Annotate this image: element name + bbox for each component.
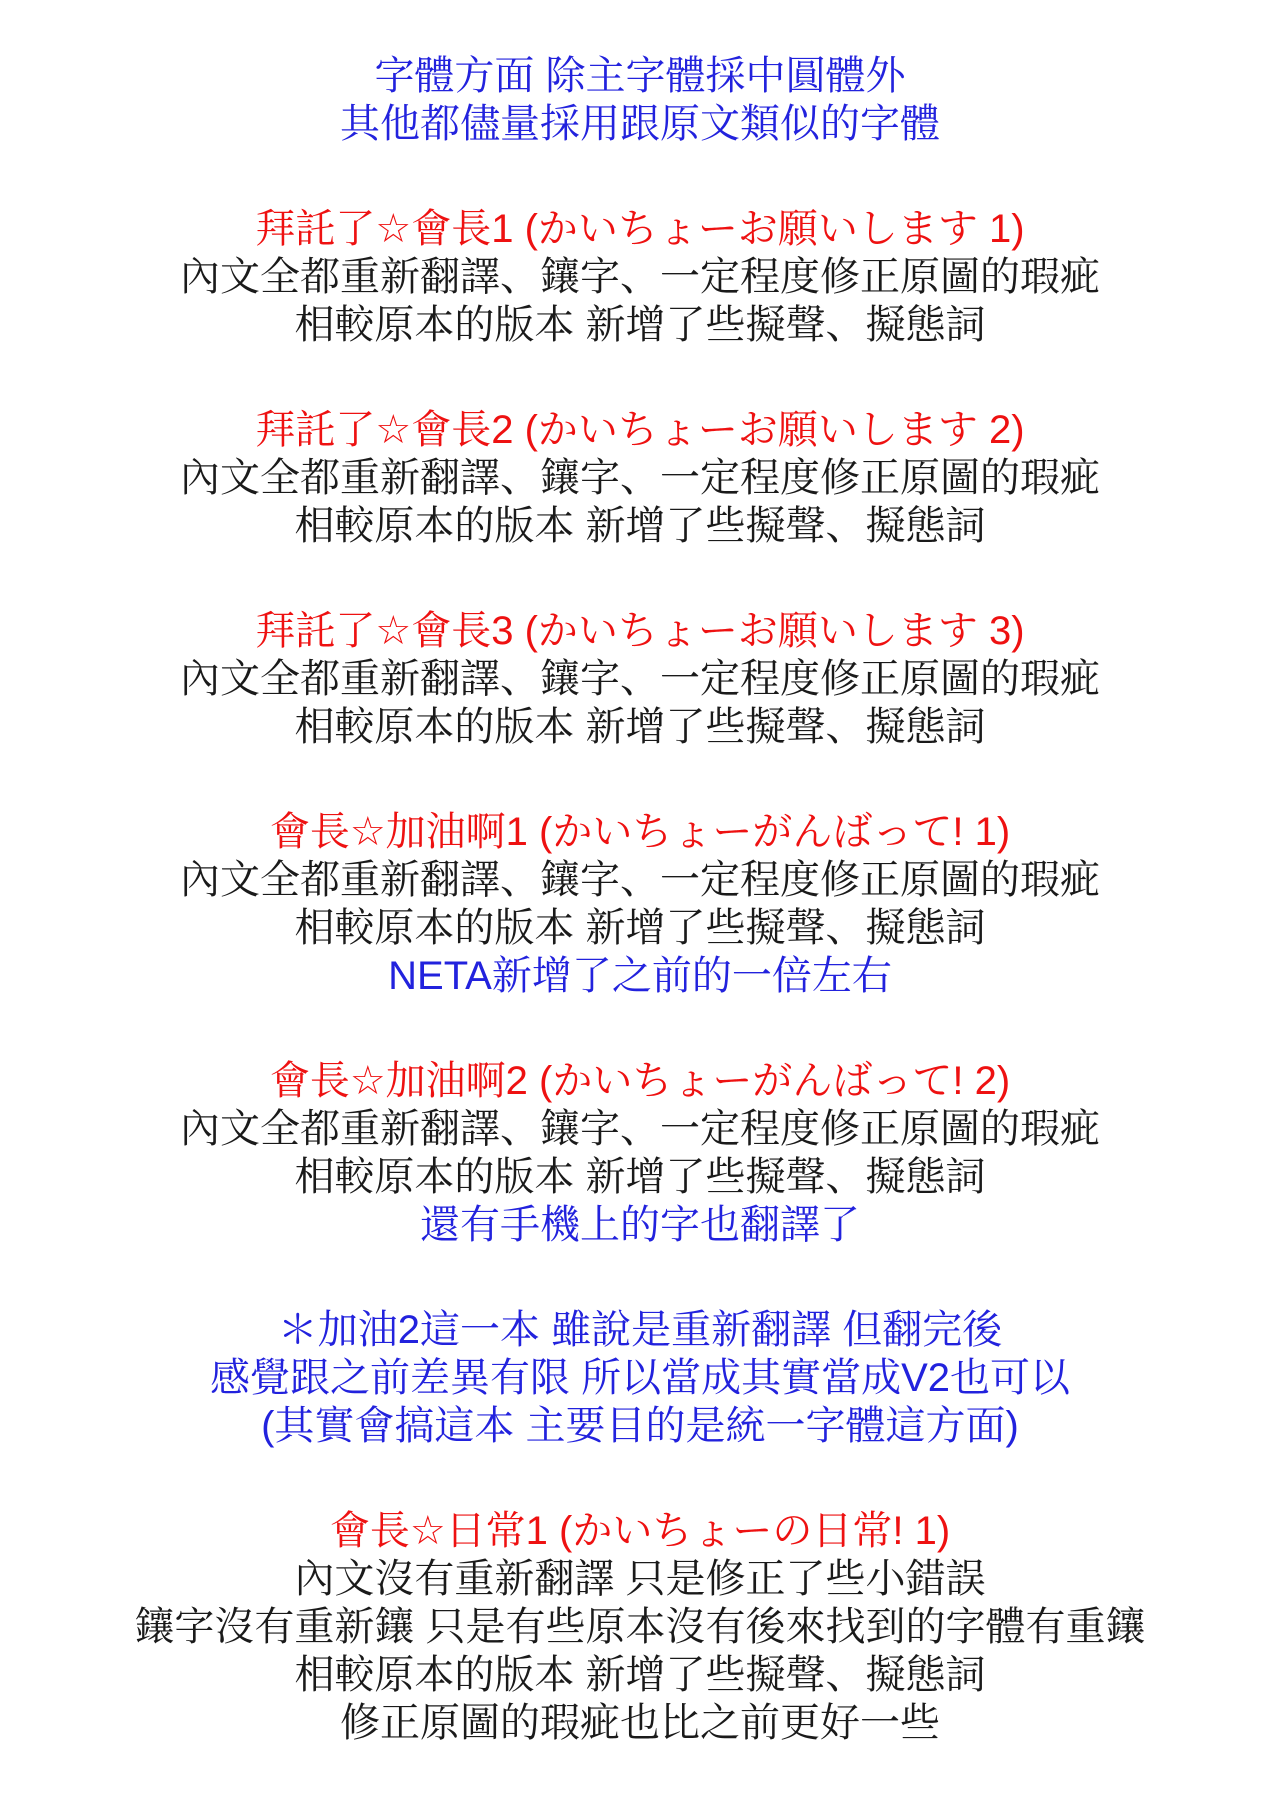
body-line: 相較原本的版本 新增了些擬聲、擬態詞 [294, 504, 986, 548]
body-line: 內文全都重新翻譯、鑲字、一定程度修正原圖的瑕疵 [180, 1107, 1100, 1151]
body-line: 相較原本的版本 新增了些擬聲、擬態詞 [294, 303, 986, 347]
note-ganbatte2-v2 [0, 1306, 1280, 1450]
note-line: NETA新增了之前的一倍左右 [388, 954, 892, 998]
body-line: 內文全都重新翻譯、鑲字、一定程度修正原圖的瑕疵 [180, 255, 1100, 299]
body-line: 內文沒有重新翻譯 只是修正了些小錯誤 [294, 1557, 986, 1601]
section-onegaishimasu-3 [0, 607, 1280, 751]
document-body [0, 52, 1280, 1747]
note-line: (其實會搞這本 主要目的是統一字體這方面) [261, 1404, 1019, 1448]
section-title: 拜託了☆會長2 (かいちょーお願いします 2) [255, 408, 1025, 452]
section-title: 會長☆加油啊1 (かいちょーがんばって! 1) [269, 810, 1011, 854]
note-line: ＊加油2這一本 雖說是重新翻譯 但翻完後 [277, 1308, 1003, 1352]
body-line: 相較原本的版本 新增了些擬聲、擬態詞 [294, 906, 986, 950]
body-line: 修正原圖的瑕疵也比之前更好一些 [340, 1701, 940, 1745]
section-onegaishimasu-2 [0, 406, 1280, 550]
body-line: 內文全都重新翻譯、鑲字、一定程度修正原圖的瑕疵 [180, 456, 1100, 500]
section-nichijou-1 [0, 1507, 1280, 1747]
note-line: 感覺跟之前差異有限 所以當成其實當成V2也可以 [209, 1356, 1071, 1400]
body-line: 相較原本的版本 新增了些擬聲、擬態詞 [294, 705, 986, 749]
note-line: 還有手機上的字也翻譯了 [420, 1203, 860, 1247]
section-title: 會長☆加油啊2 (かいちょーがんばって! 2) [269, 1059, 1011, 1103]
body-line: 相較原本的版本 新增了些擬聲、擬態詞 [294, 1155, 986, 1199]
body-line: 鑲字沒有重新鑲 只是有些原本沒有後來找到的字體有重鑲 [134, 1605, 1146, 1649]
section-title: 拜託了☆會長3 (かいちょーお願いします 3) [255, 609, 1025, 653]
body-line: 內文全都重新翻譯、鑲字、一定程度修正原圖的瑕疵 [180, 858, 1100, 902]
section-onegaishimasu-1 [0, 205, 1280, 349]
section-ganbatte-2 [0, 1057, 1280, 1249]
font-note-header [0, 52, 1280, 148]
section-title: 會長☆日常1 (かいちょーの日常! 1) [329, 1509, 951, 1553]
header-line: 其他都儘量採用跟原文類似的字體 [340, 102, 940, 146]
body-line: 相較原本的版本 新增了些擬聲、擬態詞 [294, 1653, 986, 1697]
section-title: 拜託了☆會長1 (かいちょーお願いします 1) [255, 207, 1025, 251]
section-ganbatte-1 [0, 808, 1280, 1000]
body-line: 內文全都重新翻譯、鑲字、一定程度修正原圖的瑕疵 [180, 657, 1100, 701]
header-line: 字體方面 除主字體採中圓體外 [374, 54, 906, 98]
